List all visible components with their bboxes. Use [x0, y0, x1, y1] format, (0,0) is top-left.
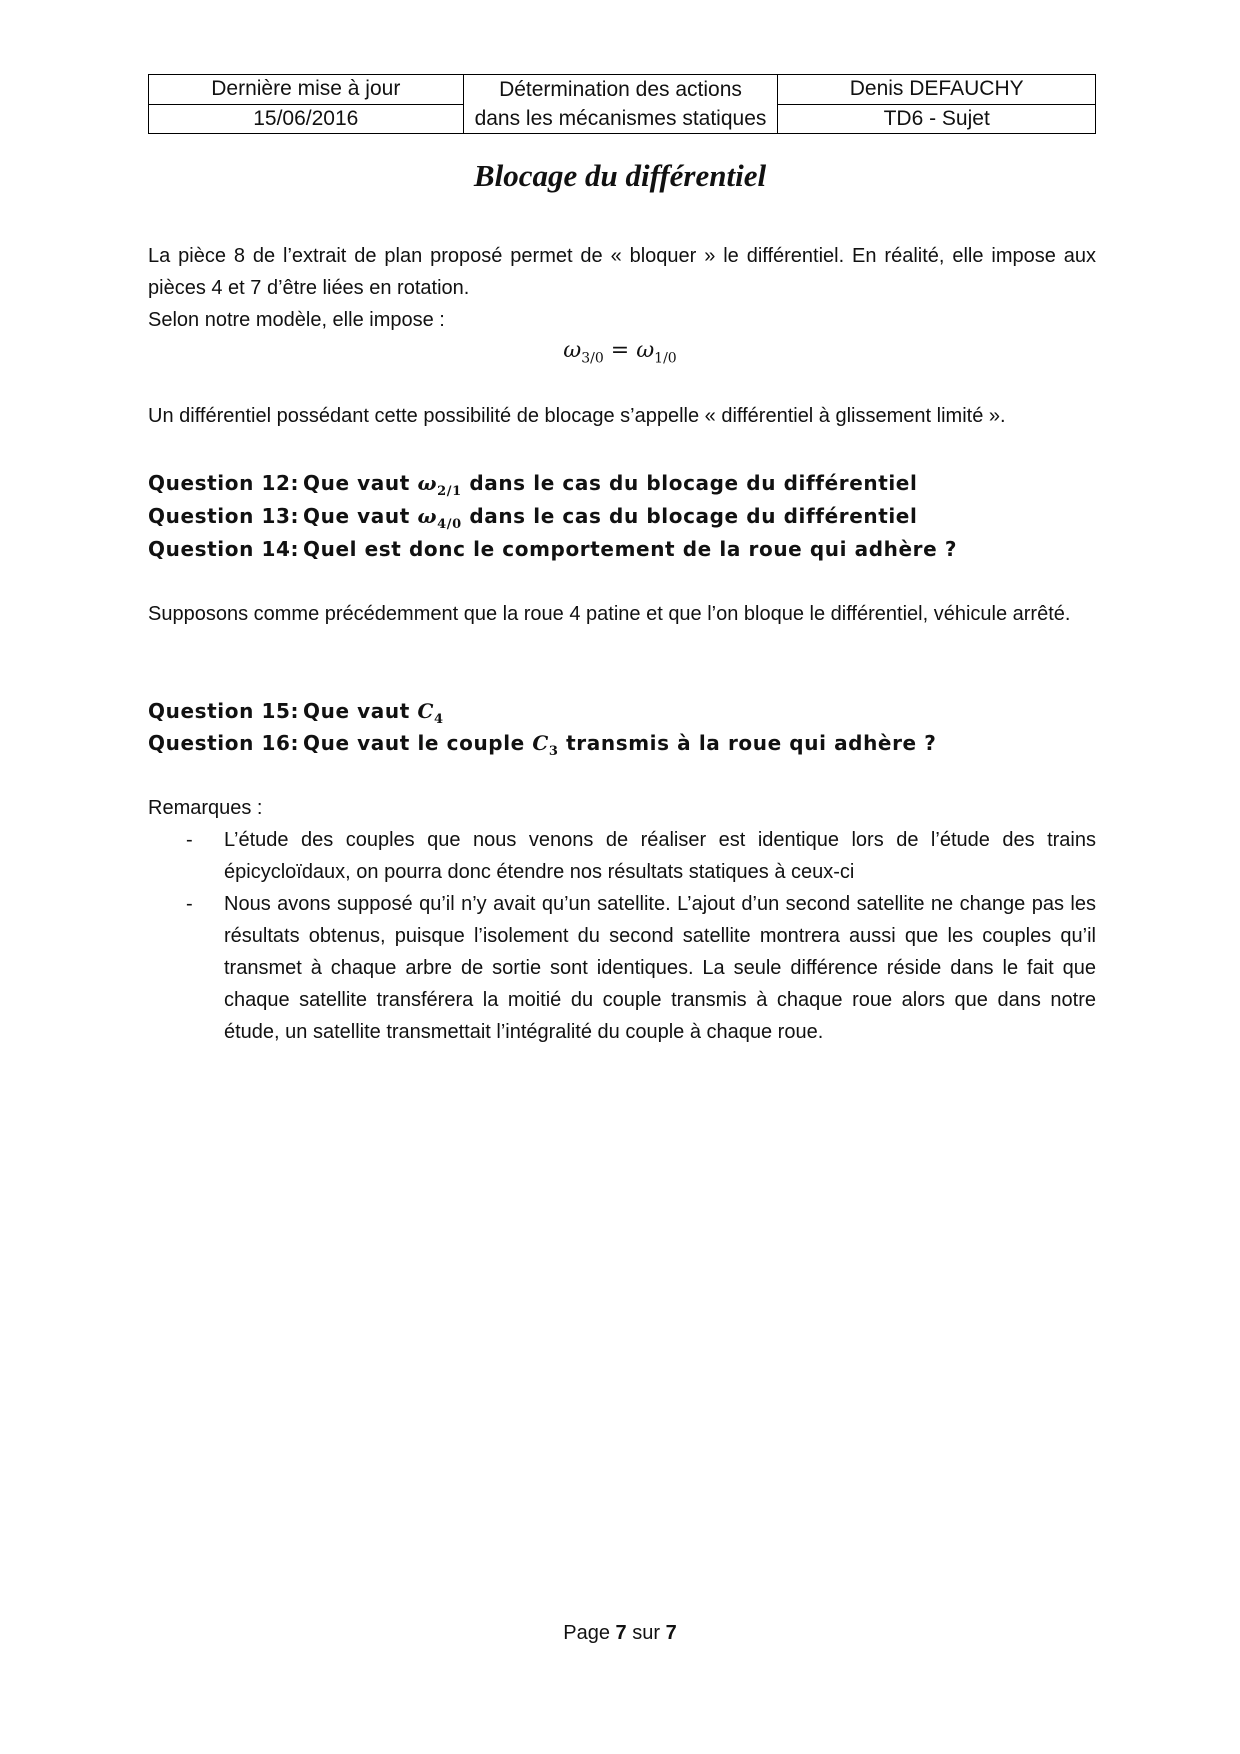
- footer-total-pages: 7: [665, 1622, 677, 1644]
- eq-lhs-symbol: ω: [563, 338, 582, 363]
- remarks-heading: Remarques :: [148, 797, 263, 819]
- remarks-list: [148, 824, 1096, 1048]
- intro-paragraph: La pièce 8 de l’extrait de plan proposé permet de « bloquer » le différentiel. En réalité, elle impose aux pièces 4 et 7 d’être liées en rotation.: [148, 245, 1096, 299]
- question-text-end: dans le cas du blocage du différentiel: [461, 471, 918, 495]
- header-author: Denis DEFAUCHY: [778, 75, 1096, 105]
- symbol: C: [532, 731, 549, 755]
- question-symbol: [417, 504, 462, 532]
- symbol: ω: [417, 471, 438, 495]
- bullet-dash: -: [186, 829, 193, 851]
- page-number-footer: [0, 1622, 1240, 1645]
- header-date: 15/06/2016: [149, 104, 464, 134]
- question-text: Que vaut: [303, 471, 418, 495]
- intro-model-line: Selon notre modèle, elle impose :: [148, 309, 445, 331]
- question-text: Que vaut: [303, 699, 418, 723]
- footer-prefix: Page: [563, 1622, 616, 1644]
- question-text: Que vaut le couple: [303, 731, 533, 755]
- list-item: [148, 824, 1096, 888]
- symbol-sub: 3: [548, 744, 559, 759]
- list-item: [148, 888, 1096, 1048]
- question-number: Question 14:: [148, 537, 300, 561]
- symbol: C: [417, 699, 434, 723]
- equation: [0, 338, 1240, 366]
- eq-operator: =: [610, 338, 630, 363]
- question-symbol: [417, 471, 462, 499]
- remark-text: L’étude des couples que nous venons de réaliser est identique lors de l’étude des trains épicycloïdaux, on pourra donc étendre nos résultats statiques à ceux-ci: [224, 829, 1096, 883]
- remark-text: Nous avons supposé qu’il n’y avait qu’un satellite. L’ajout d’un second satellite ne change pas les résultats obtenus, puisque l’isolement du second satellite montrera aussi que les couples qu’il transmet à chaque arbre de sortie sont identiques. La seule différence réside dans le fait que chaque satellite transférera la moitié du couple transmis à chaque roue alors que dans notre étude, un satellite transmettait l’intégralité du couple à chaque roue.: [224, 893, 1096, 1043]
- question-text-end: transmis à la roue qui adhère ?: [558, 731, 937, 755]
- question-text: Quel est donc le comportement de la roue qui adhère ?: [303, 537, 958, 561]
- question-14: [148, 534, 1096, 564]
- question-text-end: dans le cas du blocage du différentiel: [461, 504, 918, 528]
- header-course-title-line1: Détermination des actions: [499, 78, 742, 101]
- header-course-title: [463, 75, 778, 134]
- question-number: Question 16:: [148, 731, 300, 755]
- symbol-sub: 2/1: [437, 484, 462, 499]
- footer-middle: sur: [626, 1622, 666, 1644]
- eq-rhs-symbol: ω: [636, 338, 655, 363]
- limited-slip-paragraph: Un différentiel possédant cette possibilité de blocage s’appelle « différentiel à glissement limité ».: [148, 405, 1006, 427]
- question-number: Question 13:: [148, 504, 300, 528]
- assumption-paragraph: Supposons comme précédemment que la roue 4 patine et que l’on bloque le différentiel, véhicule arrêté.: [148, 603, 1071, 625]
- question-16: [148, 728, 1096, 767]
- question-symbol: [417, 699, 444, 727]
- header-last-update-label: Dernière mise à jour: [149, 75, 464, 105]
- question-symbol: [532, 731, 559, 759]
- question-number: Question 15:: [148, 699, 300, 723]
- eq-lhs-sub: 3/0: [581, 350, 604, 367]
- question-text: Que vaut: [303, 504, 418, 528]
- header-table: [148, 74, 1096, 134]
- header-doc-id: TD6 - Sujet: [778, 104, 1096, 134]
- page-title: Blocage du différentiel: [473, 158, 767, 193]
- bullet-dash: -: [186, 893, 193, 915]
- footer-current-page: 7: [615, 1622, 627, 1644]
- question-number: Question 12:: [148, 471, 300, 495]
- symbol-sub: 4: [434, 712, 444, 727]
- symbol-sub: 4/0: [437, 517, 462, 532]
- header-course-title-line2: dans les mécanismes statiques: [474, 107, 767, 130]
- eq-rhs-sub: 1/0: [654, 350, 677, 367]
- symbol: ω: [417, 504, 438, 528]
